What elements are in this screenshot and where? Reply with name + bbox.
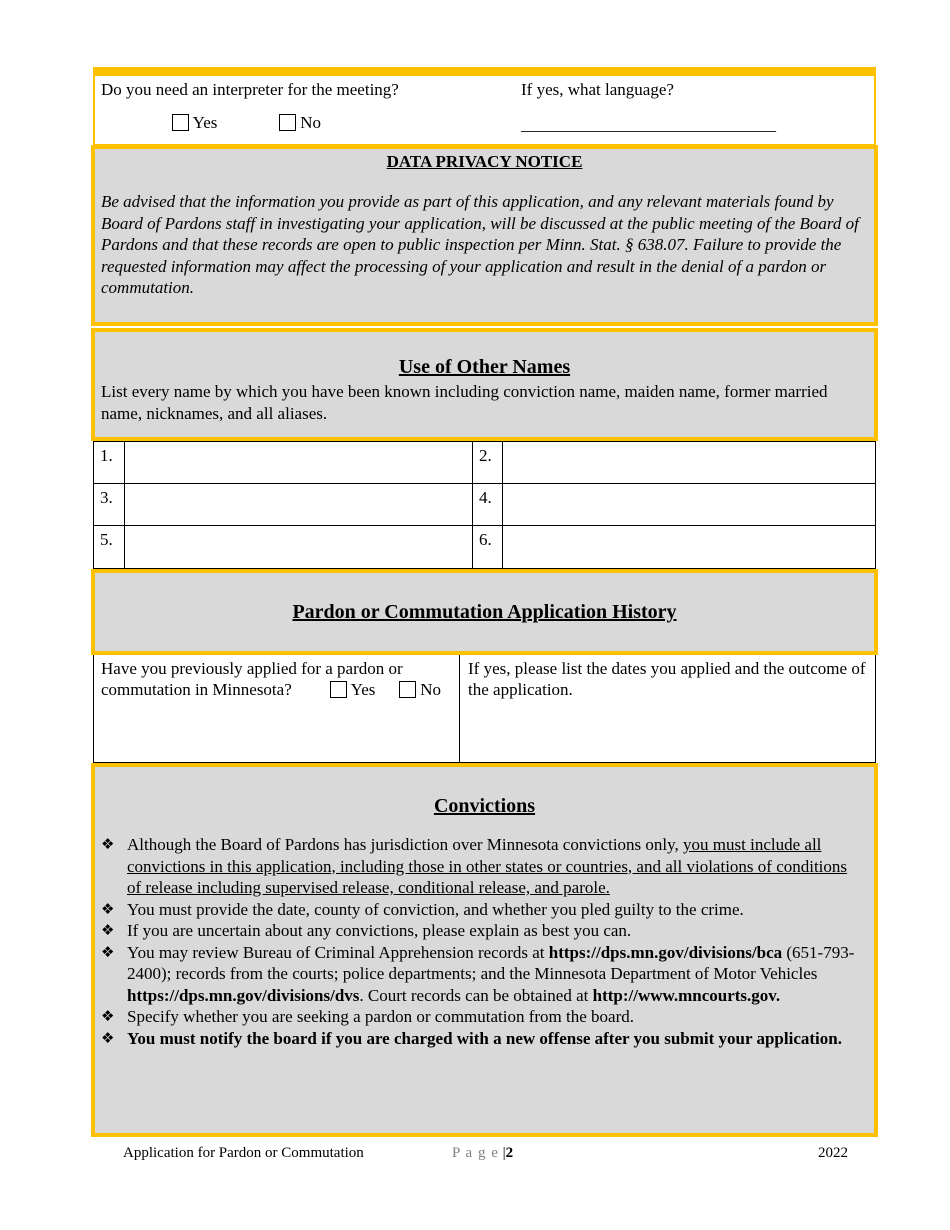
diamond-bullet-icon: ❖ — [101, 921, 115, 939]
convictions-bullet-5: ❖ Specify whether you are seeking a pardon or commutation from the board. — [101, 1007, 635, 1026]
name-field-6[interactable] — [502, 525, 876, 569]
name-row-1-num-left: 1. — [93, 441, 125, 484]
interpreter-no-checkbox[interactable] — [279, 114, 296, 131]
privacy-notice-body: Be advised that the information you provide as part of this application, and any relevant materials found by Board of Pardons staff in investigating your application, will be discussed at the public meeting of the Board of Pardons and that these records are open to public inspection per Minn. Stat. § 638.07. Failure to provide the requested information may affect the processing of your application and result in the denial of a pardon or commutation. — [101, 192, 859, 297]
footer-page — [452, 1145, 513, 1162]
other-names-title: Use of Other Names — [398, 356, 571, 378]
interpreter-no-option — [279, 112, 321, 133]
history-dates-prompt: If yes, please list the dates you applied and the outcome of the application. — [468, 659, 866, 699]
history-yes-label: Yes — [350, 680, 376, 699]
bca-link[interactable]: https://dps.mn.gov/divisions/bca — [548, 942, 783, 962]
convictions-bullet-2: ❖ You must provide the date, county of conviction, and whether you pled guilty to the crime. — [101, 899, 744, 919]
name-field-1[interactable] — [124, 441, 473, 484]
interpreter-yes-checkbox[interactable] — [172, 114, 189, 131]
history-question-line1: Have you previously applied for a pardon or — [101, 659, 403, 678]
interpreter-yes-option — [172, 112, 217, 133]
diamond-bullet-icon: ❖ — [101, 1028, 115, 1047]
name-row-3-num-right: 6. — [472, 525, 503, 569]
footer-page-separator: | — [502, 1145, 506, 1161]
convictions-bullet-4: ❖ You may review Bureau of Criminal Apprehension records at https://dps.mn.gov/divisions/bca (651-793-2400); records from the courts; police departments; and the Minnesota Department of Motor Vehicles https://dps.mn.gov/divisions/dvs. Court records can be obtained at http://www.mncourts.gov. — [101, 942, 855, 1005]
history-no-option — [399, 679, 441, 700]
language-question: If yes, what language? — [521, 80, 674, 99]
top-accent-bar — [93, 67, 876, 76]
footer-year: 2022 — [818, 1145, 848, 1161]
other-names-instructions: List every name by which you have been known including conviction name, maiden name, former married name, nicknames, and all aliases. — [101, 382, 828, 423]
convictions-title: Convictions — [433, 795, 536, 817]
footer-page-number: 2 — [505, 1145, 514, 1161]
dvs-link[interactable]: https://dps.mn.gov/divisions/dvs — [127, 985, 360, 1005]
language-field[interactable]: ______________________________ — [521, 115, 776, 134]
name-field-3[interactable] — [124, 483, 473, 526]
interpreter-no-label: No — [300, 113, 322, 132]
mncourts-link[interactable]: http://www.mncourts.gov. — [592, 985, 781, 1005]
diamond-bullet-icon: ❖ — [101, 1007, 115, 1025]
name-row-2-num-left: 3. — [93, 483, 125, 526]
convictions-list — [101, 834, 863, 1049]
name-field-2[interactable] — [502, 441, 876, 484]
diamond-bullet-icon: ❖ — [101, 899, 115, 918]
footer-title: Application for Pardon or Commutation — [123, 1145, 364, 1161]
history-yes-checkbox[interactable] — [330, 681, 347, 698]
history-question-line2: commutation in Minnesota? — [101, 680, 292, 699]
history-title: Pardon or Commutation Application History — [292, 601, 677, 623]
interpreter-question: Do you need an interpreter for the meeting? — [101, 80, 399, 99]
footer-page-word: P a g e — [452, 1145, 499, 1161]
privacy-notice-title: DATA PRIVACY NOTICE — [386, 152, 583, 171]
convictions-bullet-1: ❖ Although the Board of Pardons has jurisdiction over Minnesota convictions only, you must include all convictions in this application, including those in other states or countries, and all violations of conditions of release including supervised release, conditional release, and parole. — [101, 835, 848, 897]
interpreter-yes-label: Yes — [192, 113, 218, 132]
convictions-bullet-6: ❖ You must notify the board if you are charged with a new offense after you submit your application. — [101, 1028, 842, 1048]
convictions-bullet-3: ❖ If you are uncertain about any convictions, please explain as best you can. — [101, 921, 632, 940]
name-field-4[interactable] — [502, 483, 876, 526]
diamond-bullet-icon: ❖ — [101, 942, 115, 961]
history-yes-option — [330, 679, 375, 700]
name-row-3-num-left: 5. — [93, 525, 125, 569]
diamond-bullet-icon: ❖ — [101, 835, 115, 853]
history-no-checkbox[interactable] — [399, 681, 416, 698]
name-row-1-num-right: 2. — [472, 441, 503, 484]
name-field-5[interactable] — [124, 525, 473, 569]
history-no-label: No — [420, 680, 442, 699]
name-row-2-num-right: 4. — [472, 483, 503, 526]
